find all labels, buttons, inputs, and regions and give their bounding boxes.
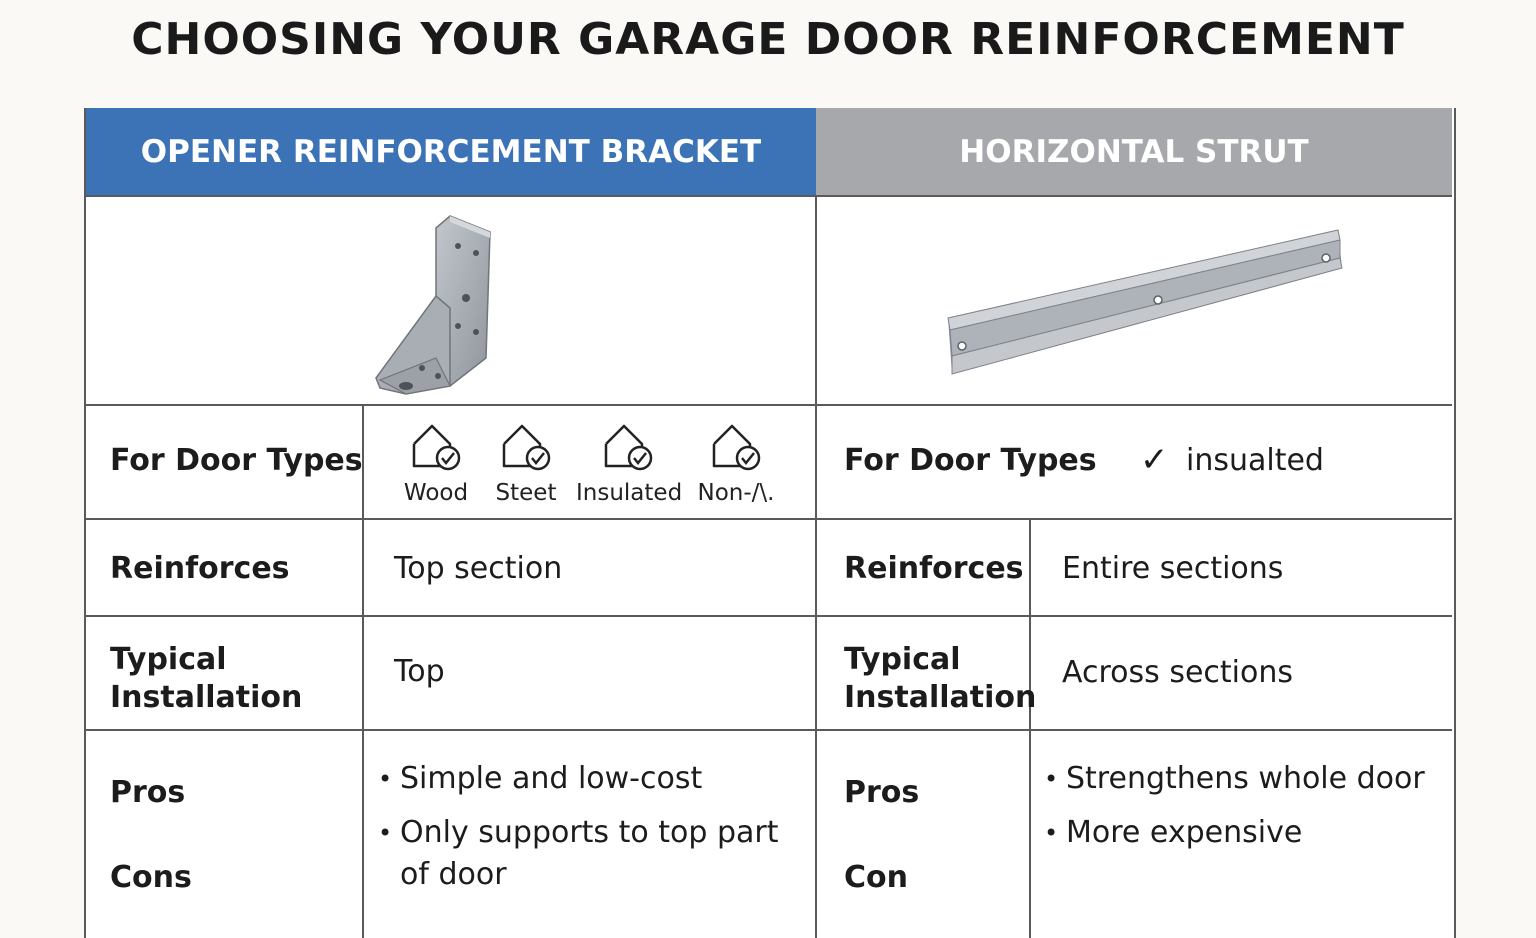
- installation-value-right: Across sections: [1062, 655, 1293, 690]
- l-bracket-icon: [366, 208, 506, 402]
- row-divider: [86, 518, 1452, 520]
- reinforces-label-right: Reinforces: [844, 551, 1024, 586]
- header-opener-bracket-label: OPENER REINFORCEMENT BRACKET: [140, 134, 762, 170]
- house-check-icon: [496, 418, 556, 474]
- door-type-steel: [476, 418, 576, 506]
- list-item: • Only supports to top part of door: [378, 812, 806, 896]
- door-type-insulated: [576, 418, 683, 506]
- reinforces-value-right: Entire sections: [1062, 551, 1284, 586]
- column-divider: [1029, 519, 1031, 938]
- installation-label-line: Installation: [844, 680, 1037, 715]
- door-types-value-right: insualted: [1186, 443, 1324, 478]
- row-divider: [86, 729, 1452, 731]
- installation-label-line: Typical: [844, 642, 961, 677]
- list-item: • Strengthens whole door: [1044, 758, 1448, 800]
- page-title: CHOOSING YOUR GARAGE DOOR REINFORCEMENT: [131, 14, 1405, 65]
- installation-label-line: Installation: [110, 680, 303, 715]
- cons-label-left: Cons: [110, 860, 192, 895]
- house-check-icon: [706, 418, 766, 474]
- installation-label-left: [110, 641, 302, 717]
- checkmark-icon: ✓: [1140, 440, 1169, 480]
- header-horizontal-strut: [816, 108, 1452, 196]
- reinforces-value-left: Top section: [394, 551, 563, 586]
- column-divider: [815, 196, 817, 938]
- door-type-label: Non-/\.: [697, 480, 775, 506]
- header-horizontal-strut-label: HORIZONTAL STRUT: [959, 134, 1309, 170]
- reinforces-label-left: Reinforces: [110, 551, 290, 586]
- row-divider: [86, 615, 1452, 617]
- door-type-wood: [386, 418, 486, 506]
- pros-cons-list-right: [1044, 758, 1448, 854]
- house-check-icon: [406, 418, 466, 474]
- list-item: • Simple and low-cost: [378, 758, 806, 800]
- strut-bar-icon: [946, 228, 1346, 392]
- installation-value-left: Top: [394, 654, 445, 689]
- installation-label-line: Typical: [110, 642, 227, 677]
- door-type-label: Wood: [403, 480, 469, 506]
- pros-cons-list-left: [378, 758, 806, 896]
- door-type-label: Steet: [495, 480, 557, 506]
- house-check-icon: [598, 418, 658, 474]
- door-types-label-left: For Door Types: [110, 443, 363, 478]
- cons-label-right: Con: [844, 860, 908, 895]
- pros-label-left: Pros: [110, 775, 186, 810]
- installation-label-right: [844, 641, 1036, 717]
- pros-label-right: Pros: [844, 775, 920, 810]
- comparison-table: [84, 108, 1456, 938]
- column-divider: [362, 405, 364, 938]
- list-item: • More expensive: [1044, 812, 1448, 854]
- door-types-label-right: For Door Types: [844, 443, 1097, 478]
- row-divider: [86, 195, 1452, 197]
- door-type-label: Insulated: [576, 480, 683, 506]
- row-divider: [86, 404, 1452, 406]
- header-opener-bracket: [86, 108, 816, 196]
- door-type-non: [686, 418, 786, 506]
